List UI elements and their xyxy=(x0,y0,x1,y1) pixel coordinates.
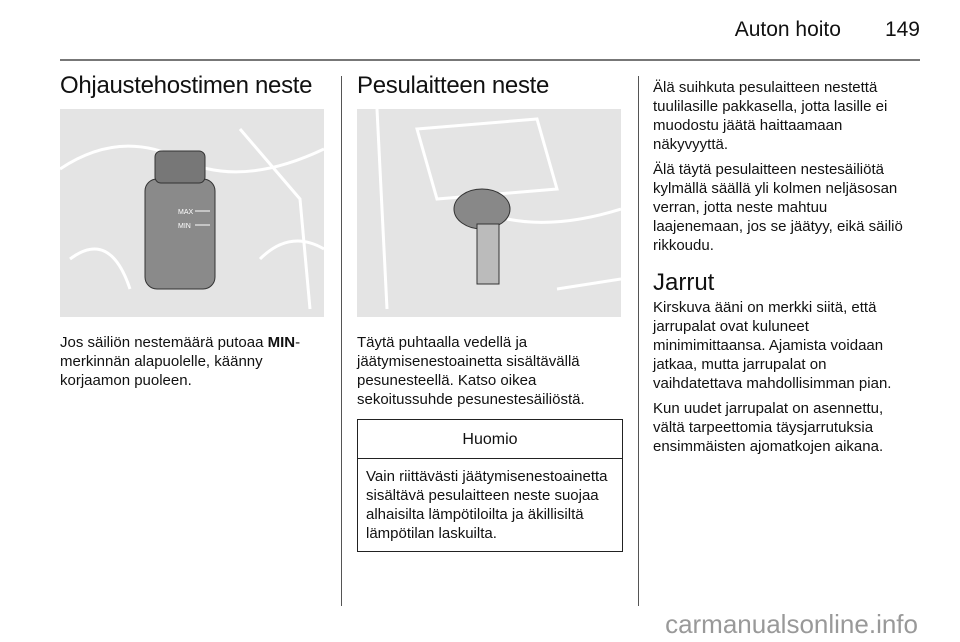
paragraph: Kun uudet jarrupalat on asennettu, vältä tarpeettomia täysjarrutuksia ensimmäisten ajomatkojen aikana. xyxy=(653,400,884,455)
column-1 xyxy=(60,72,326,396)
paragraph: Älä täytä pesulaitteen nestesäiliötä kylmällä säällä yli kolmen neljäsosan verran, jotta neste mahtuu laajenemaan, jos se jäätyy, eikä säiliö rikkoudu. xyxy=(653,161,903,254)
note-box xyxy=(357,419,623,552)
page-number: 149 xyxy=(884,18,920,41)
power-steering-text xyxy=(60,333,326,390)
min-bold: MIN xyxy=(267,334,296,351)
note-body: Vain riittävästi jäätymisenestoainetta sisältävä pesulaitteen neste suojaa alhaisilta lämpötiloilta ja äkillisiltä lämpötilan laskuilta. xyxy=(366,468,608,542)
column-3 xyxy=(653,78,919,462)
text-part: Jos säiliön nestemäärä putoaa xyxy=(60,334,268,351)
reservoir-illustration xyxy=(60,109,324,317)
section-title: Auton hoito xyxy=(734,18,841,41)
column-divider xyxy=(638,76,639,606)
washer-fluid-text: Täytä puhtaalla vedellä ja jäätymisenestoainetta sisältävällä pesunesteellä. Katso oikea sekoitussuhde pesunestesäiliöstä. xyxy=(357,334,585,408)
column-divider xyxy=(341,76,342,606)
watermark: carmanualsonline.info xyxy=(665,609,918,639)
heading-brakes: Jarrut xyxy=(653,269,715,296)
paragraph: Kirskuva ääni on merkki siitä, että jarrupalat ovat kuluneet minimimittaansa. Ajamista voidaan jatkaa, mutta jarrupalat on vaihdatettava mahdollisimman pian. xyxy=(653,299,892,392)
washer-reservoir-illustration xyxy=(357,109,621,317)
heading-power-steering-fluid: Ohjaustehostimen neste xyxy=(60,72,313,99)
text-part: -merkinnän alapuolelle, käänny korjaamon puoleen. xyxy=(60,334,301,389)
min-label: MIN xyxy=(178,223,191,230)
max-label: MAX xyxy=(178,209,194,216)
heading-washer-fluid: Pesulaitteen neste xyxy=(357,72,550,99)
header-rule xyxy=(60,59,920,61)
column-2 xyxy=(357,72,623,552)
paragraph: Älä suihkuta pesulaitteen nestettä tuulilasille pakkasella, jotta lasille ei muodostu jäätä haittaamaan näkyvyyttä. xyxy=(653,79,888,153)
note-title: Huomio xyxy=(358,420,622,459)
page-header xyxy=(735,18,920,42)
